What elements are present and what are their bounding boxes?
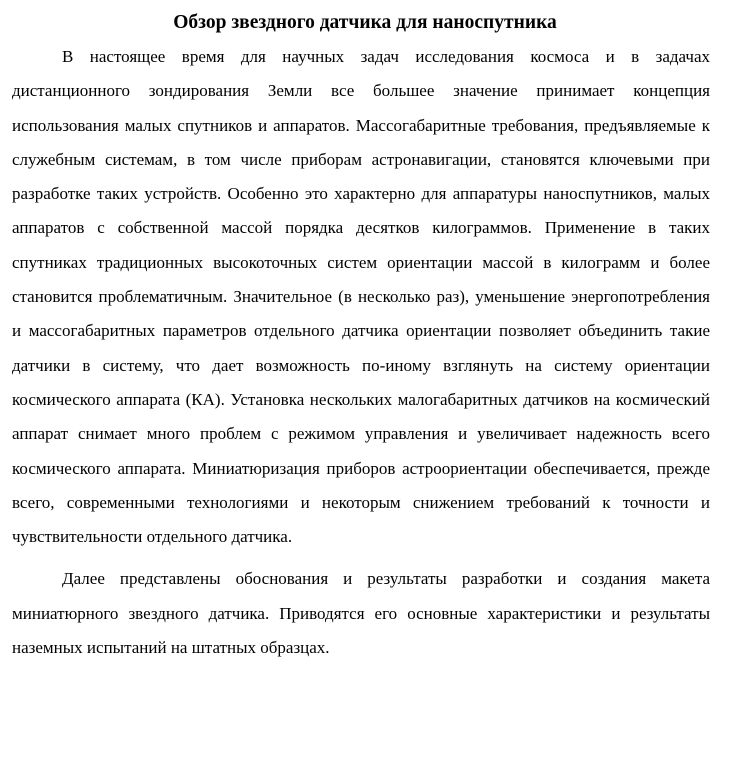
paragraph-2: Далее представлены обоснования и результаты разработки и создания макета миниатюрного звездного датчика. Приводятся его основные характеристики и результаты наземных испытаний на штатных образцах. xyxy=(12,569,710,658)
document-title: Обзор звездного датчика для наноспутника xyxy=(173,12,557,33)
paragraph-1: В настоящее время для научных задач исследования космоса и в задачах дистанционного зондирования Земли все большее значение принимает концепция использования малых спутников и аппаратов. Массогабаритные требования, предъявляемые к служебным системам, в том числе приборам астронавигации, становятся ключевыми при разработке таких устройств. Особенно это характерно для аппаратуры наноспутников, малых аппаратов с собственной массой порядка десятков килограммов. Применение в таких спутниках традиционных высокоточных систем ориентации массой в килограмм и более становится проблематичным. Значительное (в несколько раз), уменьшение энергопотребления и массогабаритных параметров отдельного датчика ориентации позволяет объединить такие датчики в систему, что дает возможность по-иному взглянуть на систему ориентации космического аппарата (КА). Установка нескольких малогабаритных датчиков на космический аппарат снимает много проблем с режимом управления и увеличивает надежность всего космического аппарата. Миниатюризация приборов астроориентации обеспечивается, прежде всего, современными технологиями и некоторым снижением требований к точности и чувствительности отдельного датчика. xyxy=(12,47,710,547)
